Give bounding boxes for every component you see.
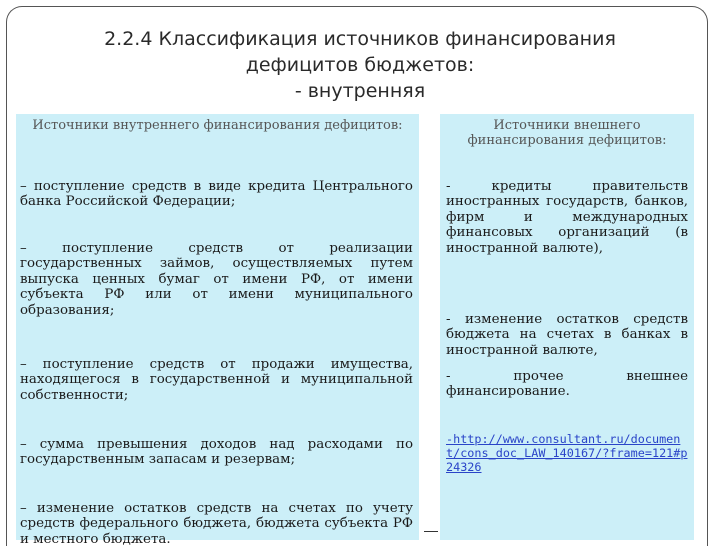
external-item-foreign-credits: - кредиты правительств иностранных государств, банков, фирм и международных финансовых организаций (в иностранной валюте), [446, 179, 688, 256]
internal-sources-panel [16, 114, 419, 540]
internal-item-account-balance: – изменение остатков средств на счетах по учету средств федерального бюджета, бюджета субъекта РФ и местного бюджета. [20, 501, 413, 547]
internal-sources-header: Источники внутреннего финансирования дефицитов: [32, 118, 403, 133]
internal-item-reserves-surplus: – сумма превышения доходов над расходами по государственным запасам и резервам; [20, 437, 413, 468]
consultant-source-link[interactable]: -http://www.consultant.ru/document/cons_doc_LAW_140167/?frame=121#p24326 [446, 432, 688, 474]
divider [424, 531, 438, 532]
title-line-2: дефицитов бюджетов: [245, 54, 475, 76]
internal-item-cb-credit: – поступление средств в виде кредита Центрального банка Российской Федерации; [20, 179, 413, 210]
title-line-1: 2.2.4 Классификация источников финансирования [104, 28, 616, 50]
internal-item-state-loans: – поступление средств от реализации государственных займов, осуществляемых путем выпуска ценных бумаг от имени РФ, от имени субъекта РФ или от имени муниципального образования; [20, 241, 413, 318]
external-item-other-financing: - прочее внешнее финансирование. [446, 369, 688, 400]
title-line-3: - внутренняя [294, 80, 426, 102]
external-sources-header: Источники внешнего финансирования дефицитов: [467, 118, 667, 148]
external-item-fx-balances: - изменение остатков средств бюджета на счетах в банках в иностранной валюте, [446, 312, 688, 358]
internal-item-property-sale: – поступление средств от продажи имущества, находящегося в государственной и муниципальной собственности; [20, 357, 413, 403]
slide-title [0, 26, 720, 104]
